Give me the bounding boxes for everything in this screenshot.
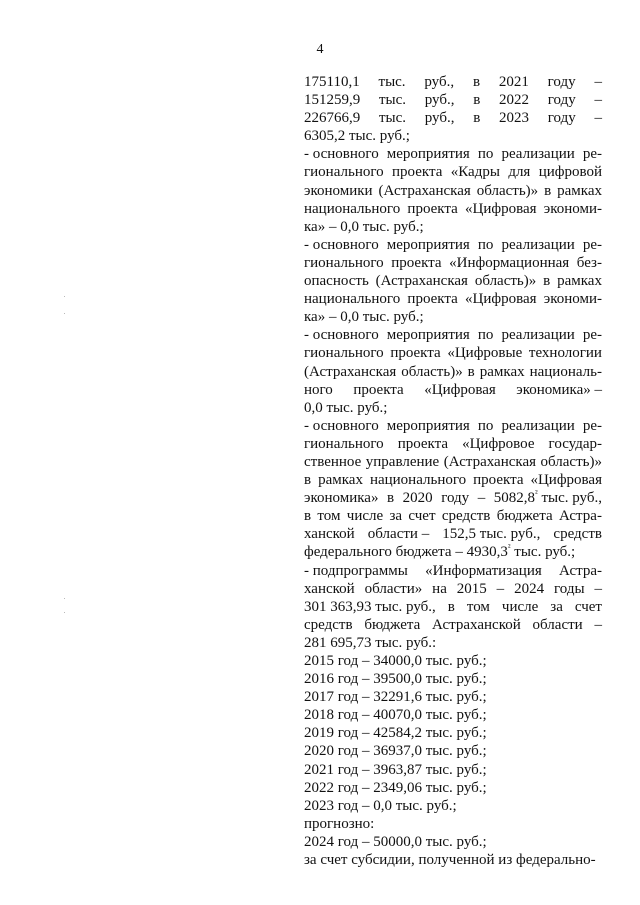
text-line bbox=[304, 525, 602, 543]
text-word: технологии bbox=[528, 345, 602, 362]
text-word: году bbox=[547, 92, 576, 109]
text-word: области» bbox=[364, 580, 423, 597]
text-word: «Цифровое bbox=[462, 435, 535, 452]
text-word: проекта bbox=[473, 472, 524, 489]
text-word: 2021 год – 3963,87 тыс. руб.; bbox=[304, 761, 487, 778]
text-word: 2017 год – 32291,6 тыс. руб.; bbox=[304, 689, 487, 706]
text-line bbox=[304, 417, 602, 435]
text-word: мероприятия bbox=[386, 327, 470, 344]
text-word: счет bbox=[574, 598, 602, 615]
text-word: экономи- bbox=[543, 200, 602, 217]
text-line bbox=[304, 254, 602, 272]
text-word: экономика» – bbox=[516, 381, 602, 398]
text-word: опасность bbox=[304, 273, 369, 290]
text-word: 0,0 тыс. руб.; bbox=[304, 399, 388, 416]
text-word: в bbox=[544, 182, 552, 199]
text-word: 2024 bbox=[514, 580, 545, 597]
text-word: (Астраханская bbox=[443, 453, 537, 470]
text-word: область)» bbox=[540, 453, 602, 470]
text-line bbox=[304, 688, 602, 706]
text-word: 2023 год – 0,0 тыс. руб.; bbox=[304, 797, 457, 814]
text-word: гионального bbox=[304, 435, 384, 452]
page-number: 4 bbox=[316, 42, 324, 57]
text-word: ного bbox=[304, 381, 333, 398]
text-line bbox=[304, 435, 602, 453]
text-word: за счет субсидии, полученной из федерально- bbox=[304, 852, 596, 869]
text-word: «Цифровые bbox=[447, 345, 523, 362]
text-word: за bbox=[550, 598, 563, 615]
text-word: 226766,9 bbox=[304, 110, 361, 127]
text-word: 2015 bbox=[456, 580, 487, 597]
text-word: (Астраханская bbox=[304, 363, 397, 380]
text-word: средств bbox=[441, 508, 491, 525]
text-word: реализации bbox=[501, 236, 575, 253]
text-word: цифровой bbox=[538, 164, 602, 181]
text-word: экономики bbox=[304, 182, 373, 199]
text-line bbox=[304, 815, 602, 833]
text-word: ре- bbox=[582, 146, 602, 163]
text-word: гионального bbox=[304, 345, 384, 362]
text-word: - подпрограммы bbox=[304, 562, 408, 579]
text-word: реализации bbox=[501, 327, 575, 344]
text-word: Астраханской bbox=[432, 616, 521, 633]
text-word: 2022 bbox=[499, 92, 530, 109]
text-line bbox=[304, 344, 602, 362]
scan-speck bbox=[64, 598, 65, 599]
text-line bbox=[304, 399, 602, 417]
text-word: мероприятия bbox=[386, 417, 470, 434]
text-word: 151259,9 bbox=[304, 92, 361, 109]
text-line bbox=[304, 652, 602, 670]
text-word: 2019 год – 42584,2 тыс. руб.; bbox=[304, 725, 487, 742]
text-word: «Цифровая bbox=[424, 381, 496, 398]
text-word: 2022 год – 2349,06 тыс. руб.; bbox=[304, 779, 487, 796]
text-line bbox=[304, 471, 602, 489]
text-word: «Информационная bbox=[449, 254, 570, 271]
text-line bbox=[304, 381, 602, 399]
text-word: ре- bbox=[582, 236, 602, 253]
text-word: – bbox=[477, 490, 486, 507]
text-word: прогнозно: bbox=[304, 815, 375, 832]
text-word: ка» – 0,0 тыс. руб.; bbox=[304, 218, 424, 235]
text-line bbox=[304, 127, 602, 145]
text-word: – bbox=[594, 110, 602, 127]
scan-speck bbox=[64, 296, 65, 297]
text-word: «Цифровая bbox=[465, 291, 537, 308]
text-word: по bbox=[477, 417, 494, 434]
text-line bbox=[304, 453, 602, 471]
text-word: управление bbox=[365, 453, 440, 470]
text-line bbox=[304, 91, 602, 109]
text-word: ре- bbox=[582, 417, 602, 434]
text-word: 301 363,93 тыс. руб., bbox=[304, 598, 436, 615]
text-word: - основного bbox=[304, 327, 379, 344]
text-word: 152,5 тыс. руб., bbox=[442, 526, 541, 543]
text-word: числе bbox=[501, 598, 539, 615]
text-word: гионального bbox=[304, 164, 384, 181]
text-line bbox=[304, 236, 602, 254]
text-word: область)» bbox=[401, 363, 463, 380]
text-word: числе bbox=[346, 508, 384, 525]
text-word: годы bbox=[553, 580, 585, 597]
text-word: экономи- bbox=[543, 291, 602, 308]
text-word: проекта bbox=[353, 381, 404, 398]
text-word: «Цифровая bbox=[530, 472, 602, 489]
text-word: области bbox=[532, 616, 583, 633]
text-word: для bbox=[508, 164, 531, 181]
text-word: ханской bbox=[304, 526, 355, 543]
text-line bbox=[304, 779, 602, 797]
text-word: 2020 год – 36937,0 тыс. руб.; bbox=[304, 743, 487, 760]
text-line bbox=[304, 598, 602, 616]
text-line bbox=[304, 73, 602, 91]
text-line bbox=[304, 580, 602, 598]
text-word: 281 695,73 тыс. руб.: bbox=[304, 634, 437, 651]
text-line bbox=[304, 742, 602, 760]
text-word: – bbox=[594, 616, 602, 633]
text-word: тыс. bbox=[378, 110, 407, 127]
text-word: руб., bbox=[424, 92, 455, 109]
text-word: 2016 год – 39500,0 тыс. руб.; bbox=[304, 671, 487, 688]
text-word: «Информатизация bbox=[425, 562, 542, 579]
text-line bbox=[304, 272, 602, 290]
text-word: - основного bbox=[304, 417, 379, 434]
text-line bbox=[304, 616, 602, 634]
text-word: проекта bbox=[407, 200, 458, 217]
text-word: 2020 bbox=[402, 490, 433, 507]
text-line bbox=[304, 761, 602, 779]
text-line bbox=[304, 507, 602, 525]
text-line bbox=[304, 163, 602, 181]
text-word: 6305,2 тыс. руб.; bbox=[304, 128, 410, 145]
text-word: области – bbox=[367, 526, 430, 543]
text-word: ре- bbox=[582, 327, 602, 344]
text-word: гионального bbox=[304, 254, 384, 271]
text-line bbox=[304, 200, 602, 218]
text-word: ханской bbox=[304, 580, 355, 597]
text-word: рамках bbox=[479, 363, 525, 380]
text-word: экономика» bbox=[304, 490, 379, 507]
text-word: руб., bbox=[424, 110, 455, 127]
text-word: без- bbox=[576, 254, 602, 271]
text-word: – bbox=[594, 580, 602, 597]
scan-speck bbox=[64, 313, 65, 314]
text-word: проекта bbox=[397, 435, 449, 452]
text-word: - основного bbox=[304, 236, 379, 253]
text-word: бюджета bbox=[364, 616, 421, 633]
text-word: в bbox=[304, 472, 312, 489]
text-word: Астра- bbox=[558, 562, 602, 579]
text-word: том bbox=[317, 508, 341, 525]
text-word: в bbox=[304, 508, 312, 525]
text-line bbox=[304, 724, 602, 742]
text-word: рамках bbox=[557, 182, 602, 199]
text-word: мероприятия bbox=[386, 146, 470, 163]
text-word: рамках bbox=[318, 472, 363, 489]
text-word: счет bbox=[408, 508, 436, 525]
text-word: мероприятия bbox=[386, 236, 470, 253]
text-word: 2018 год – 40070,0 тыс. руб.; bbox=[304, 707, 487, 724]
text-word: федерального бюджета – $4930,3^{^2}$ тыс. руб.; bbox=[304, 542, 576, 561]
text-line bbox=[304, 218, 602, 236]
text-word: 2021 bbox=[498, 74, 529, 90]
text-word: (Астраханская bbox=[378, 182, 471, 199]
text-word: в bbox=[472, 74, 481, 90]
text-word: проекта bbox=[390, 345, 441, 362]
text-line bbox=[304, 670, 602, 688]
text-word: бюджета bbox=[496, 508, 553, 525]
text-line bbox=[304, 182, 602, 200]
text-line bbox=[304, 543, 602, 561]
text-word: область)» bbox=[476, 182, 539, 199]
text-word: область)» bbox=[474, 273, 537, 290]
text-word: средств bbox=[553, 526, 602, 543]
text-word: ственное bbox=[304, 453, 362, 470]
text-word: тыс. bbox=[378, 74, 406, 90]
text-word: том bbox=[466, 598, 490, 615]
text-word: Астра- bbox=[558, 508, 602, 525]
text-line bbox=[304, 797, 602, 815]
text-word: 2023 bbox=[499, 110, 530, 127]
text-word: (Астраханская bbox=[375, 273, 468, 290]
text-line bbox=[304, 851, 602, 869]
text-word: национального bbox=[304, 200, 401, 217]
text-line bbox=[304, 634, 602, 652]
text-line bbox=[304, 109, 602, 127]
text-line bbox=[304, 489, 602, 507]
text-word: в bbox=[387, 490, 395, 507]
text-word: - основного bbox=[304, 146, 379, 163]
text-word: за bbox=[389, 508, 403, 525]
text-word: проекта bbox=[392, 164, 443, 181]
scan-speck bbox=[64, 612, 65, 613]
text-word: средств bbox=[304, 616, 353, 633]
text-line bbox=[304, 308, 602, 326]
text-line bbox=[304, 145, 602, 163]
text-word: году bbox=[547, 74, 576, 90]
text-word: национального bbox=[304, 291, 401, 308]
text-word: тыс. bbox=[378, 92, 407, 109]
text-word: – bbox=[594, 74, 602, 90]
text-word: году bbox=[547, 110, 576, 127]
text-line bbox=[304, 363, 602, 381]
text-line bbox=[304, 833, 602, 851]
text-word: реализации bbox=[501, 146, 575, 163]
text-word: $5082,8^{^2}$ тыс. руб., bbox=[493, 488, 602, 507]
text-word: проекта bbox=[391, 254, 442, 271]
text-word: реализации bbox=[501, 417, 575, 434]
text-column bbox=[304, 73, 602, 869]
text-word: по bbox=[477, 146, 494, 163]
text-word: – bbox=[496, 580, 505, 597]
text-word: на bbox=[432, 580, 447, 597]
text-word: – bbox=[594, 92, 602, 109]
text-word: году bbox=[441, 490, 470, 507]
text-word: 2015 год – 34000,0 тыс. руб.; bbox=[304, 653, 487, 669]
text-word: 2024 год – 50000,0 тыс. руб.; bbox=[304, 833, 487, 850]
text-word: руб., bbox=[424, 74, 455, 90]
text-word: в bbox=[447, 598, 455, 615]
text-word: ка» – 0,0 тыс. руб.; bbox=[304, 309, 424, 326]
text-line bbox=[304, 562, 602, 580]
text-word: по bbox=[477, 236, 494, 253]
text-word: «Кадры bbox=[450, 164, 500, 181]
text-word: в bbox=[473, 110, 481, 127]
text-word: 175110,1 bbox=[304, 74, 360, 90]
text-word: в bbox=[543, 273, 551, 290]
text-word: по bbox=[477, 327, 494, 344]
text-word: рамках bbox=[557, 273, 602, 290]
text-word: в bbox=[473, 92, 481, 109]
text-word: национального bbox=[369, 472, 467, 489]
text-line bbox=[304, 290, 602, 308]
text-word: в bbox=[467, 363, 475, 380]
text-word: националь- bbox=[529, 363, 602, 380]
text-word: «Цифровая bbox=[465, 200, 537, 217]
text-word: государ- bbox=[548, 435, 602, 452]
text-line bbox=[304, 326, 602, 344]
text-word: проекта bbox=[407, 291, 458, 308]
text-line bbox=[304, 706, 602, 724]
